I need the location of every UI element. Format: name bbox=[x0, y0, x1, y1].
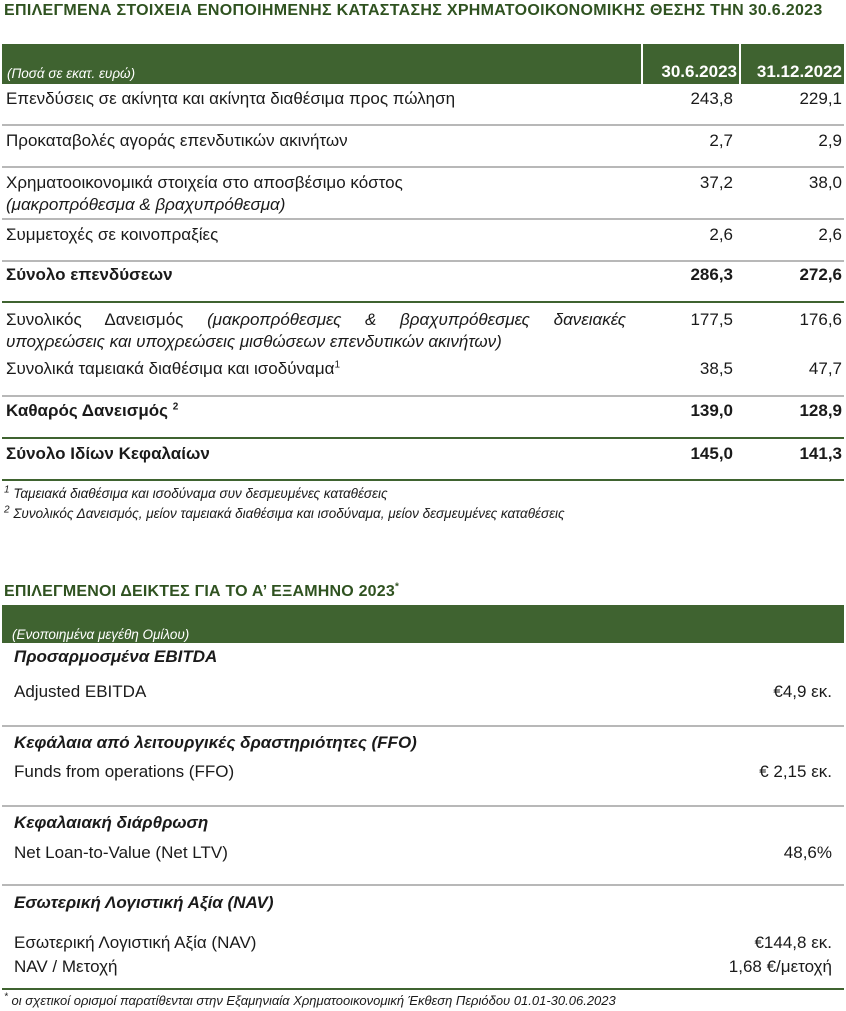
footnote-marker: 1 bbox=[334, 359, 341, 371]
value-2022: 38,0 bbox=[808, 173, 842, 192]
row-divider bbox=[2, 260, 844, 262]
row-label: Επενδύσεις σε ακίνητα και ακίνητα διαθέσιμα προς πώληση bbox=[6, 89, 456, 108]
indicators-header bbox=[2, 605, 844, 643]
value-2023: 243,8 bbox=[690, 89, 733, 108]
column-header-2022: 31.12.2022 bbox=[756, 62, 842, 81]
indicator-row bbox=[14, 762, 832, 782]
column-header-2023: 30.6.2023 bbox=[661, 62, 737, 81]
indicator-label: Adjusted EBITDA bbox=[14, 682, 147, 701]
value-2022: 128,9 bbox=[799, 401, 842, 420]
footnote-marker: 2 bbox=[172, 401, 179, 413]
row-label-note: (μακροπρόθεσμες & βραχυπρόθεσμες δανειακές υποχρεώσεις και υποχρεώσεις μισθώσεων επενδυτικών ακινήτων) bbox=[6, 310, 626, 351]
row-label: Συνολικός Δανεισμός bbox=[6, 310, 184, 329]
row-divider bbox=[2, 395, 844, 397]
value-2023: 37,2 bbox=[699, 173, 733, 192]
row-divider bbox=[2, 218, 844, 220]
indicators-footnote: * οι σχετικοί ορισμοί παρατίθενται στην Εξαμηνιαία Χρηματοοικονομική Έκθεση Περιόδου 01.01-30.06.2023 bbox=[4, 991, 616, 1008]
unit-label: (Ενοποιημένα μεγέθη Ομίλου) bbox=[12, 627, 190, 642]
row-label: Σύνολο Ιδίων Κεφαλαίων bbox=[6, 444, 210, 463]
indicator-value: 1,68 €/μετοχή bbox=[728, 957, 832, 976]
row-label-note: (μακροπρόθεσμα & βραχυπρόθεσμα) bbox=[6, 195, 286, 214]
row-divider bbox=[2, 124, 844, 126]
value-2022: 141,3 bbox=[799, 444, 842, 463]
value-2022: 176,6 bbox=[799, 310, 842, 329]
section-heading: Εσωτερική Λογιστική Αξία (NAV) bbox=[14, 893, 274, 912]
indicator-value: €144,8 εκ. bbox=[754, 933, 832, 952]
indicator-label: Εσωτερική Λογιστική Αξία (NAV) bbox=[14, 933, 257, 952]
row-label: Συμμετοχές σε κοινοπραξίες bbox=[6, 225, 219, 244]
value-2022: 2,9 bbox=[818, 131, 842, 150]
indicator-row bbox=[14, 957, 832, 977]
indicator-row bbox=[14, 682, 832, 702]
table-bottom-rule bbox=[2, 479, 844, 481]
row-label: Καθαρός Δανεισμός bbox=[6, 401, 168, 420]
section-heading: Κεφάλαια από λειτουργικές δραστηριότητες (FFO) bbox=[14, 733, 417, 752]
row-label: Συνολικά ταμειακά διαθέσιμα και ισοδύναμα bbox=[6, 359, 335, 378]
indicator-row bbox=[14, 933, 832, 953]
row-divider bbox=[2, 166, 844, 168]
indicator-label: NAV / Μετοχή bbox=[14, 957, 118, 976]
value-2022: 47,7 bbox=[808, 359, 842, 378]
value-2023: 2,7 bbox=[709, 131, 733, 150]
footnote-1: $^1$ Ταμειακά διαθέσιμα και ισοδύναμα συν δεσμευμένες καταθέσεις bbox=[4, 484, 388, 501]
section-divider bbox=[2, 805, 844, 807]
value-2023: 286,3 bbox=[690, 265, 733, 284]
value-2023: 2,6 bbox=[709, 225, 733, 244]
indicator-value: 48,6% bbox=[783, 843, 832, 862]
value-2023: 177,5 bbox=[690, 310, 733, 329]
value-2023: 145,0 bbox=[690, 444, 733, 463]
value-2022: 229,1 bbox=[799, 89, 842, 108]
section-divider bbox=[2, 884, 844, 886]
indicator-label: Net Loan-to-Value (Net LTV) bbox=[14, 843, 228, 862]
row-label: Σύνολο επενδύσεων bbox=[6, 265, 173, 284]
value-2023: 139,0 bbox=[690, 401, 733, 420]
row-label: Χρηματοοικονομικά στοιχεία στο αποσβέσιμο κόστος bbox=[6, 173, 403, 192]
row-label: Προκαταβολές αγοράς επενδυτικών ακινήτων bbox=[6, 131, 348, 150]
indicators-title: ΕΠΙΛΕΓΜΕΝΟΙ ΔΕΙΚΤΕΣ ΓΙΑ ΤΟ Α’ ΕΞΑΜΗΝΟ 2023* bbox=[4, 581, 400, 600]
indicator-value: € 2,15 εκ. bbox=[759, 762, 832, 781]
balance-title: ΕΠΙΛΕΓΜΕΝΑ ΣΤΟΙΧΕΙΑ ΕΝΟΠΟΙΗΜΕΝΗΣ ΚΑΤΑΣΤΑΣΗΣ ΧΡΗΜΑΤΟΟΙΚΟΝΟΜΙΚΗΣ ΘΕΣΗΣ ΤΗΝ 30.6.2023 bbox=[4, 2, 823, 19]
section-divider bbox=[2, 988, 844, 990]
value-2022: 272,6 bbox=[799, 265, 842, 284]
footnote-2: $^2$ Συνολικός Δανεισμός, μείον ταμειακά διαθέσιμα και ισοδύναμα, μείον δεσμευμένες καταθέσεις bbox=[4, 504, 565, 521]
section-divider bbox=[2, 725, 844, 727]
indicator-row bbox=[14, 843, 832, 863]
row-divider bbox=[2, 301, 844, 303]
balance-table bbox=[0, 44, 846, 84]
section-heading: Κεφαλαιακή διάρθρωση bbox=[14, 813, 209, 832]
balance-table-header bbox=[2, 44, 844, 84]
unit-label: (Ποσά σε εκατ. ευρώ) bbox=[7, 66, 136, 81]
indicator-value: €4,9 εκ. bbox=[773, 682, 832, 701]
value-2023: 38,5 bbox=[699, 359, 733, 378]
section-heading: Προσαρμοσμένα EBITDA bbox=[14, 647, 218, 666]
row-divider bbox=[2, 437, 844, 439]
value-2022: 2,6 bbox=[818, 225, 842, 244]
indicator-label: Funds from operations (FFO) bbox=[14, 762, 235, 781]
